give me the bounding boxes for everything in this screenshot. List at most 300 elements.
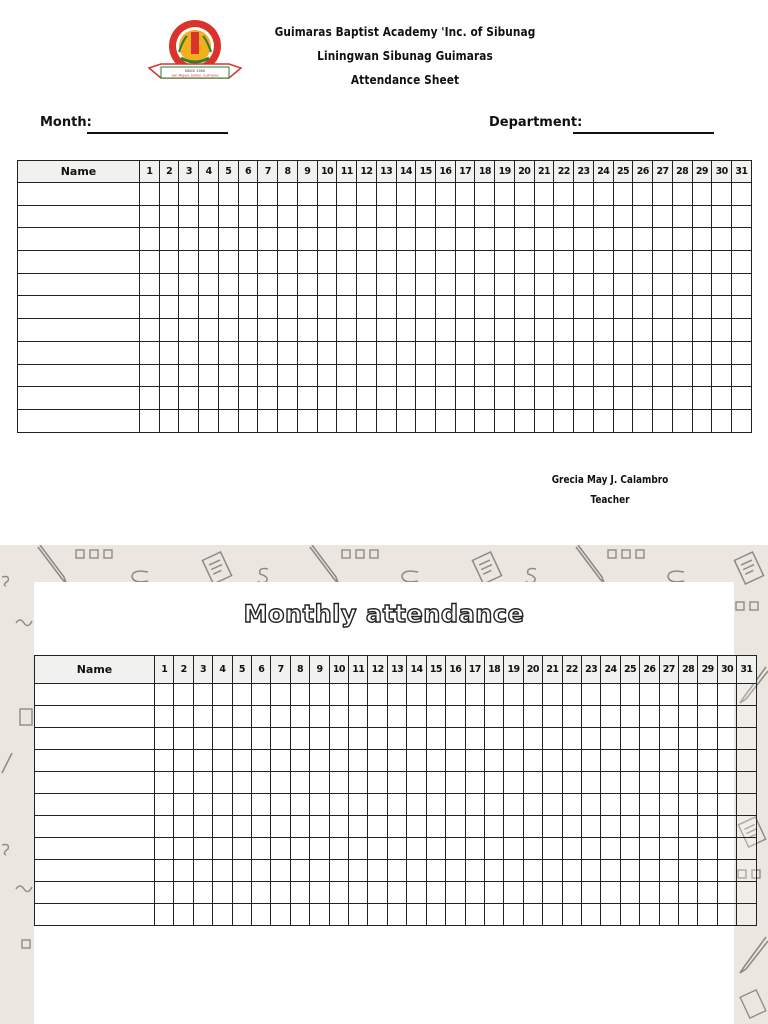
attendance-cell[interactable] (290, 838, 309, 860)
attendance-cell[interactable] (633, 296, 653, 319)
student-name-cell[interactable] (18, 228, 140, 251)
attendance-cell[interactable] (329, 684, 348, 706)
attendance-cell[interactable] (290, 750, 309, 772)
attendance-cell[interactable] (601, 772, 620, 794)
attendance-cell[interactable] (554, 319, 574, 342)
attendance-cell[interactable] (562, 794, 581, 816)
attendance-cell[interactable] (534, 251, 554, 274)
attendance-cell[interactable] (155, 860, 174, 882)
attendance-cell[interactable] (574, 228, 594, 251)
attendance-cell[interactable] (329, 860, 348, 882)
attendance-cell[interactable] (368, 904, 387, 926)
attendance-cell[interactable] (258, 251, 278, 274)
attendance-cell[interactable] (376, 409, 396, 432)
attendance-cell[interactable] (218, 409, 238, 432)
attendance-cell[interactable] (199, 319, 219, 342)
attendance-cell[interactable] (357, 273, 377, 296)
attendance-cell[interactable] (581, 794, 600, 816)
attendance-cell[interactable] (387, 706, 406, 728)
student-name-cell[interactable] (18, 319, 140, 342)
attendance-cell[interactable] (159, 341, 179, 364)
attendance-cell[interactable] (475, 296, 495, 319)
attendance-cell[interactable] (484, 750, 503, 772)
attendance-cell[interactable] (179, 409, 199, 432)
attendance-cell[interactable] (543, 684, 562, 706)
attendance-cell[interactable] (357, 341, 377, 364)
attendance-cell[interactable] (562, 904, 581, 926)
student-name-cell[interactable] (35, 706, 155, 728)
attendance-cell[interactable] (475, 409, 495, 432)
attendance-cell[interactable] (174, 882, 193, 904)
attendance-cell[interactable] (436, 273, 456, 296)
attendance-cell[interactable] (290, 816, 309, 838)
attendance-cell[interactable] (232, 706, 251, 728)
attendance-cell[interactable] (504, 706, 523, 728)
attendance-cell[interactable] (653, 387, 673, 410)
attendance-cell[interactable] (504, 772, 523, 794)
attendance-cell[interactable] (159, 273, 179, 296)
attendance-cell[interactable] (179, 387, 199, 410)
attendance-cell[interactable] (446, 882, 465, 904)
attendance-cell[interactable] (593, 296, 613, 319)
attendance-cell[interactable] (213, 882, 232, 904)
attendance-cell[interactable] (278, 183, 298, 206)
attendance-cell[interactable] (446, 684, 465, 706)
attendance-cell[interactable] (446, 728, 465, 750)
attendance-cell[interactable] (737, 794, 756, 816)
attendance-cell[interactable] (504, 882, 523, 904)
attendance-cell[interactable] (620, 882, 639, 904)
attendance-cell[interactable] (278, 341, 298, 364)
attendance-cell[interactable] (297, 251, 317, 274)
attendance-cell[interactable] (199, 296, 219, 319)
attendance-cell[interactable] (436, 341, 456, 364)
attendance-cell[interactable] (523, 684, 542, 706)
attendance-cell[interactable] (712, 251, 732, 274)
attendance-cell[interactable] (218, 341, 238, 364)
attendance-cell[interactable] (310, 728, 329, 750)
attendance-cell[interactable] (455, 319, 475, 342)
attendance-cell[interactable] (387, 816, 406, 838)
attendance-cell[interactable] (155, 794, 174, 816)
attendance-cell[interactable] (732, 251, 752, 274)
attendance-cell[interactable] (446, 838, 465, 860)
attendance-cell[interactable] (659, 860, 678, 882)
attendance-cell[interactable] (659, 706, 678, 728)
attendance-cell[interactable] (155, 816, 174, 838)
attendance-cell[interactable] (543, 882, 562, 904)
attendance-cell[interactable] (193, 838, 212, 860)
attendance-cell[interactable] (562, 728, 581, 750)
attendance-cell[interactable] (581, 706, 600, 728)
attendance-cell[interactable] (368, 882, 387, 904)
attendance-cell[interactable] (554, 205, 574, 228)
attendance-cell[interactable] (712, 228, 732, 251)
attendance-cell[interactable] (534, 273, 554, 296)
attendance-cell[interactable] (574, 341, 594, 364)
attendance-cell[interactable] (712, 409, 732, 432)
attendance-cell[interactable] (613, 205, 633, 228)
attendance-cell[interactable] (357, 319, 377, 342)
attendance-cell[interactable] (193, 706, 212, 728)
attendance-cell[interactable] (357, 251, 377, 274)
attendance-cell[interactable] (252, 860, 271, 882)
attendance-cell[interactable] (620, 816, 639, 838)
attendance-cell[interactable] (581, 684, 600, 706)
student-name-cell[interactable] (35, 728, 155, 750)
attendance-cell[interactable] (659, 882, 678, 904)
attendance-cell[interactable] (357, 409, 377, 432)
attendance-cell[interactable] (574, 409, 594, 432)
attendance-cell[interactable] (252, 882, 271, 904)
attendance-cell[interactable] (396, 251, 416, 274)
attendance-cell[interactable] (376, 387, 396, 410)
attendance-cell[interactable] (290, 684, 309, 706)
attendance-cell[interactable] (376, 341, 396, 364)
attendance-cell[interactable] (155, 904, 174, 926)
attendance-cell[interactable] (407, 728, 426, 750)
attendance-cell[interactable] (349, 794, 368, 816)
attendance-cell[interactable] (436, 387, 456, 410)
attendance-cell[interactable] (717, 728, 736, 750)
attendance-cell[interactable] (475, 205, 495, 228)
attendance-cell[interactable] (672, 319, 692, 342)
attendance-cell[interactable] (613, 228, 633, 251)
attendance-cell[interactable] (692, 205, 712, 228)
attendance-cell[interactable] (593, 319, 613, 342)
attendance-cell[interactable] (258, 319, 278, 342)
attendance-cell[interactable] (179, 228, 199, 251)
attendance-cell[interactable] (678, 684, 697, 706)
attendance-cell[interactable] (737, 750, 756, 772)
attendance-cell[interactable] (620, 838, 639, 860)
attendance-cell[interactable] (672, 205, 692, 228)
attendance-cell[interactable] (620, 772, 639, 794)
attendance-cell[interactable] (613, 183, 633, 206)
attendance-cell[interactable] (140, 273, 160, 296)
attendance-cell[interactable] (199, 341, 219, 364)
attendance-cell[interactable] (179, 273, 199, 296)
attendance-cell[interactable] (692, 228, 712, 251)
attendance-cell[interactable] (416, 183, 436, 206)
attendance-cell[interactable] (523, 728, 542, 750)
attendance-cell[interactable] (213, 750, 232, 772)
attendance-cell[interactable] (218, 205, 238, 228)
attendance-cell[interactable] (179, 205, 199, 228)
attendance-cell[interactable] (659, 816, 678, 838)
attendance-cell[interactable] (640, 728, 659, 750)
attendance-cell[interactable] (653, 409, 673, 432)
attendance-cell[interactable] (159, 364, 179, 387)
attendance-cell[interactable] (717, 838, 736, 860)
attendance-cell[interactable] (238, 251, 258, 274)
attendance-cell[interactable] (232, 882, 251, 904)
attendance-cell[interactable] (633, 387, 653, 410)
attendance-cell[interactable] (368, 860, 387, 882)
attendance-cell[interactable] (495, 409, 515, 432)
attendance-cell[interactable] (717, 904, 736, 926)
attendance-cell[interactable] (678, 750, 697, 772)
attendance-cell[interactable] (271, 706, 290, 728)
attendance-cell[interactable] (278, 251, 298, 274)
attendance-cell[interactable] (271, 860, 290, 882)
student-name-cell[interactable] (18, 183, 140, 206)
attendance-cell[interactable] (593, 387, 613, 410)
attendance-cell[interactable] (271, 728, 290, 750)
attendance-cell[interactable] (601, 684, 620, 706)
attendance-cell[interactable] (140, 364, 160, 387)
attendance-cell[interactable] (613, 364, 633, 387)
attendance-cell[interactable] (698, 772, 717, 794)
attendance-cell[interactable] (633, 364, 653, 387)
attendance-cell[interactable] (155, 728, 174, 750)
attendance-cell[interactable] (574, 364, 594, 387)
attendance-cell[interactable] (387, 772, 406, 794)
attendance-cell[interactable] (495, 251, 515, 274)
attendance-cell[interactable] (737, 706, 756, 728)
attendance-cell[interactable] (416, 251, 436, 274)
student-name-cell[interactable] (18, 296, 140, 319)
attendance-cell[interactable] (514, 387, 534, 410)
attendance-cell[interactable] (475, 251, 495, 274)
attendance-cell[interactable] (317, 409, 337, 432)
attendance-cell[interactable] (426, 860, 445, 882)
attendance-cell[interactable] (620, 684, 639, 706)
attendance-cell[interactable] (484, 728, 503, 750)
attendance-cell[interactable] (159, 409, 179, 432)
attendance-cell[interactable] (593, 273, 613, 296)
attendance-cell[interactable] (258, 228, 278, 251)
attendance-cell[interactable] (659, 750, 678, 772)
attendance-cell[interactable] (514, 205, 534, 228)
attendance-cell[interactable] (252, 904, 271, 926)
attendance-cell[interactable] (317, 319, 337, 342)
attendance-cell[interactable] (562, 882, 581, 904)
attendance-cell[interactable] (426, 838, 445, 860)
attendance-cell[interactable] (329, 794, 348, 816)
attendance-cell[interactable] (376, 228, 396, 251)
attendance-cell[interactable] (159, 296, 179, 319)
attendance-cell[interactable] (193, 882, 212, 904)
student-name-cell[interactable] (35, 750, 155, 772)
attendance-cell[interactable] (290, 882, 309, 904)
attendance-cell[interactable] (659, 794, 678, 816)
attendance-cell[interactable] (484, 794, 503, 816)
attendance-cell[interactable] (329, 728, 348, 750)
attendance-cell[interactable] (278, 273, 298, 296)
attendance-cell[interactable] (349, 860, 368, 882)
attendance-cell[interactable] (232, 904, 251, 926)
attendance-cell[interactable] (620, 860, 639, 882)
attendance-cell[interactable] (514, 364, 534, 387)
attendance-cell[interactable] (252, 772, 271, 794)
attendance-cell[interactable] (465, 816, 484, 838)
attendance-cell[interactable] (737, 684, 756, 706)
attendance-cell[interactable] (601, 816, 620, 838)
attendance-cell[interactable] (376, 183, 396, 206)
attendance-cell[interactable] (678, 860, 697, 882)
attendance-cell[interactable] (633, 205, 653, 228)
attendance-cell[interactable] (475, 364, 495, 387)
attendance-cell[interactable] (653, 319, 673, 342)
attendance-cell[interactable] (159, 205, 179, 228)
attendance-cell[interactable] (238, 341, 258, 364)
attendance-cell[interactable] (349, 750, 368, 772)
attendance-cell[interactable] (465, 838, 484, 860)
attendance-cell[interactable] (712, 183, 732, 206)
attendance-cell[interactable] (376, 364, 396, 387)
attendance-cell[interactable] (495, 228, 515, 251)
attendance-cell[interactable] (672, 251, 692, 274)
attendance-cell[interactable] (368, 728, 387, 750)
attendance-cell[interactable] (271, 904, 290, 926)
attendance-cell[interactable] (659, 904, 678, 926)
attendance-cell[interactable] (213, 904, 232, 926)
attendance-cell[interactable] (297, 409, 317, 432)
attendance-cell[interactable] (258, 183, 278, 206)
attendance-cell[interactable] (436, 296, 456, 319)
attendance-cell[interactable] (396, 319, 416, 342)
attendance-cell[interactable] (396, 228, 416, 251)
student-name-cell[interactable] (35, 816, 155, 838)
attendance-cell[interactable] (712, 296, 732, 319)
attendance-cell[interactable] (717, 684, 736, 706)
attendance-cell[interactable] (396, 409, 416, 432)
attendance-cell[interactable] (238, 183, 258, 206)
attendance-cell[interactable] (732, 228, 752, 251)
attendance-cell[interactable] (678, 838, 697, 860)
attendance-cell[interactable] (297, 341, 317, 364)
attendance-cell[interactable] (446, 860, 465, 882)
attendance-cell[interactable] (140, 296, 160, 319)
attendance-cell[interactable] (653, 205, 673, 228)
attendance-cell[interactable] (396, 205, 416, 228)
attendance-cell[interactable] (581, 904, 600, 926)
attendance-cell[interactable] (329, 772, 348, 794)
attendance-cell[interactable] (310, 904, 329, 926)
attendance-cell[interactable] (218, 228, 238, 251)
attendance-cell[interactable] (659, 838, 678, 860)
attendance-cell[interactable] (653, 228, 673, 251)
student-name-cell[interactable] (35, 882, 155, 904)
attendance-cell[interactable] (495, 296, 515, 319)
attendance-cell[interactable] (317, 387, 337, 410)
attendance-cell[interactable] (252, 838, 271, 860)
attendance-cell[interactable] (317, 273, 337, 296)
attendance-cell[interactable] (562, 750, 581, 772)
attendance-cell[interactable] (446, 816, 465, 838)
attendance-cell[interactable] (278, 364, 298, 387)
attendance-cell[interactable] (426, 706, 445, 728)
attendance-cell[interactable] (337, 319, 357, 342)
attendance-cell[interactable] (593, 183, 613, 206)
attendance-cell[interactable] (581, 772, 600, 794)
attendance-cell[interactable] (672, 273, 692, 296)
attendance-cell[interactable] (199, 228, 219, 251)
attendance-cell[interactable] (732, 387, 752, 410)
attendance-cell[interactable] (534, 409, 554, 432)
attendance-cell[interactable] (455, 364, 475, 387)
attendance-cell[interactable] (581, 728, 600, 750)
attendance-cell[interactable] (672, 387, 692, 410)
attendance-cell[interactable] (199, 183, 219, 206)
attendance-cell[interactable] (349, 904, 368, 926)
attendance-cell[interactable] (159, 319, 179, 342)
attendance-cell[interactable] (213, 838, 232, 860)
attendance-cell[interactable] (368, 772, 387, 794)
attendance-cell[interactable] (199, 387, 219, 410)
attendance-cell[interactable] (581, 816, 600, 838)
attendance-cell[interactable] (416, 364, 436, 387)
attendance-cell[interactable] (465, 860, 484, 882)
attendance-cell[interactable] (737, 728, 756, 750)
attendance-cell[interactable] (297, 364, 317, 387)
attendance-cell[interactable] (174, 706, 193, 728)
attendance-cell[interactable] (504, 750, 523, 772)
attendance-cell[interactable] (179, 319, 199, 342)
attendance-cell[interactable] (712, 205, 732, 228)
attendance-cell[interactable] (523, 750, 542, 772)
attendance-cell[interactable] (193, 772, 212, 794)
attendance-cell[interactable] (732, 319, 752, 342)
attendance-cell[interactable] (140, 409, 160, 432)
attendance-cell[interactable] (620, 794, 639, 816)
attendance-cell[interactable] (446, 706, 465, 728)
student-name-cell[interactable] (18, 364, 140, 387)
attendance-cell[interactable] (732, 183, 752, 206)
attendance-cell[interactable] (232, 838, 251, 860)
attendance-cell[interactable] (698, 838, 717, 860)
attendance-cell[interactable] (213, 794, 232, 816)
attendance-cell[interactable] (407, 838, 426, 860)
attendance-cell[interactable] (574, 387, 594, 410)
attendance-cell[interactable] (698, 728, 717, 750)
attendance-cell[interactable] (495, 341, 515, 364)
attendance-cell[interactable] (534, 205, 554, 228)
attendance-cell[interactable] (213, 684, 232, 706)
attendance-cell[interactable] (543, 750, 562, 772)
attendance-cell[interactable] (297, 228, 317, 251)
attendance-cell[interactable] (199, 364, 219, 387)
attendance-cell[interactable] (310, 816, 329, 838)
attendance-cell[interactable] (543, 816, 562, 838)
attendance-cell[interactable] (514, 319, 534, 342)
attendance-cell[interactable] (179, 364, 199, 387)
attendance-cell[interactable] (159, 251, 179, 274)
attendance-cell[interactable] (653, 296, 673, 319)
attendance-cell[interactable] (213, 816, 232, 838)
attendance-cell[interactable] (317, 183, 337, 206)
attendance-cell[interactable] (484, 882, 503, 904)
attendance-cell[interactable] (737, 838, 756, 860)
attendance-cell[interactable] (640, 904, 659, 926)
attendance-cell[interactable] (271, 750, 290, 772)
attendance-cell[interactable] (349, 816, 368, 838)
attendance-cell[interactable] (155, 684, 174, 706)
attendance-cell[interactable] (732, 205, 752, 228)
attendance-cell[interactable] (534, 183, 554, 206)
attendance-cell[interactable] (465, 882, 484, 904)
attendance-cell[interactable] (252, 816, 271, 838)
attendance-cell[interactable] (407, 816, 426, 838)
attendance-cell[interactable] (613, 387, 633, 410)
attendance-cell[interactable] (407, 772, 426, 794)
attendance-cell[interactable] (349, 882, 368, 904)
attendance-cell[interactable] (436, 183, 456, 206)
attendance-cell[interactable] (640, 882, 659, 904)
attendance-cell[interactable] (484, 706, 503, 728)
attendance-cell[interactable] (523, 816, 542, 838)
